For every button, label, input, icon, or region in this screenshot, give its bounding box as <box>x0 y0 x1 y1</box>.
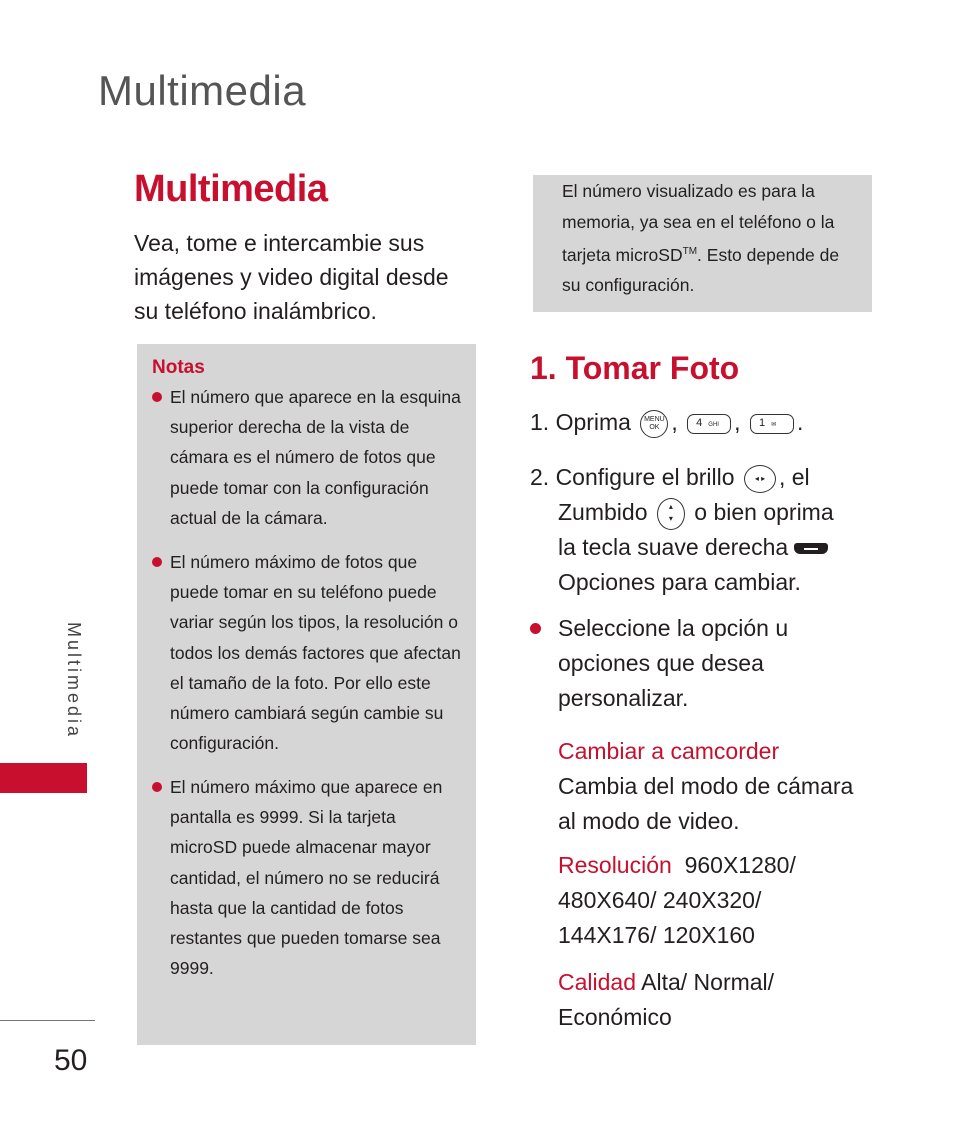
nav-up-down-icon <box>657 498 685 530</box>
trademark-mark: TM <box>682 246 698 257</box>
option-calidad <box>558 965 818 1035</box>
step-1 <box>530 405 870 440</box>
notes-title: Notas <box>152 357 205 378</box>
bullet-icon <box>152 392 162 402</box>
note-text: El número máximo que aparece en pantalla es 9999. Si la tarjeta microSD puede almacenar mayor cantidad, el número no se reducirá hasta que la cantidad de fotos restantes que pueden tomarse sea 9999. <box>170 777 443 979</box>
note-item <box>152 547 464 758</box>
option-text: Cambia del modo de cámara al modo de video. <box>558 773 854 834</box>
side-section-label: Multimedia <box>64 622 84 740</box>
key-1-sub: ✉ <box>771 421 777 428</box>
subsection-title: 1. Tomar Foto <box>530 350 740 386</box>
arrow-down-icon: ▾ <box>668 513 673 523</box>
arrow-right-icon: ▸ <box>761 473 766 483</box>
info-text-part2: . Esto depende de su configuración. <box>562 244 840 296</box>
step-2-line3: la tecla suave derecha <box>558 534 789 560</box>
option-label: Calidad <box>558 969 636 995</box>
option-text: 960X1280/ 480X640/ 240X320/ 144X176/ 120X160 <box>558 852 796 948</box>
arrow-left-icon: ◂ <box>754 473 759 483</box>
note-item <box>152 772 464 983</box>
right-soft-key-icon <box>794 543 828 554</box>
bullet-icon <box>152 557 162 567</box>
option-text: Alta/ Normal/ Económico <box>558 969 775 1030</box>
key-4-sub: GHI <box>708 421 719 428</box>
option-label: Cambiar a camcorder <box>558 738 780 764</box>
section-intro: Vea, tome e intercambie sus imágenes y video digital desde su teléfono inalámbrico. <box>134 230 449 324</box>
side-tab-marker <box>0 763 87 793</box>
key-1-icon <box>750 414 794 434</box>
step-1-text: 1. Oprima <box>530 409 631 435</box>
key-1-main: 1 <box>758 416 766 429</box>
info-text-part1: El número visualizado es para la memoria, ya sea en el teléfono o la tarjeta microSD <box>562 181 835 265</box>
menu-key-label: MENU <box>644 415 665 423</box>
comma: , <box>734 409 741 435</box>
option-resolucion <box>558 848 833 953</box>
footer-rule <box>0 1020 95 1021</box>
period: . <box>796 409 804 435</box>
step-2 <box>530 460 870 600</box>
option-label: Resolución <box>558 852 672 878</box>
note-text: El número que aparece en la esquina superior derecha de la vista de cámara es el número de fotos que puede tomar con la configuración actual de la cámara. <box>170 387 461 528</box>
bullet-text: Seleccione la opción u opciones que desea personalizar. <box>558 615 789 711</box>
arrow-up-icon: ▴ <box>668 501 673 511</box>
page-header-title: Multimedia <box>98 67 307 114</box>
section-title: Multimedia <box>134 168 328 210</box>
opciones-label: Opciones <box>558 569 656 595</box>
menu-ok-key-icon <box>640 410 668 438</box>
step-2-mid1: , el <box>778 464 810 490</box>
bullet-item <box>530 611 848 716</box>
step-2-text: 2. Configure el brillo <box>530 464 735 490</box>
ok-key-label: OK <box>649 423 660 431</box>
note-item <box>152 382 464 533</box>
comma: , <box>671 409 678 435</box>
key-4-main: 4 <box>696 416 703 429</box>
step-2-mid2: o bien oprima <box>694 499 834 525</box>
note-text: El número máximo de fotos que puede tomar en su teléfono puede variar según los tipos, la resolución o todos los demás factores que afectan el tamaño de la foto. Por ello este número cambiará según cambie su configuración. <box>170 552 461 754</box>
page-number: 50 <box>54 1044 88 1077</box>
bullet-icon <box>152 782 162 792</box>
bullet-icon <box>530 623 541 634</box>
info-box-text <box>562 176 862 301</box>
option-camcorder <box>558 734 863 839</box>
step-2-suffix: para cambiar. <box>661 569 801 595</box>
nav-left-right-icon <box>744 465 776 493</box>
key-4-icon <box>687 414 731 434</box>
zumbido-text: Zumbido <box>558 499 648 525</box>
